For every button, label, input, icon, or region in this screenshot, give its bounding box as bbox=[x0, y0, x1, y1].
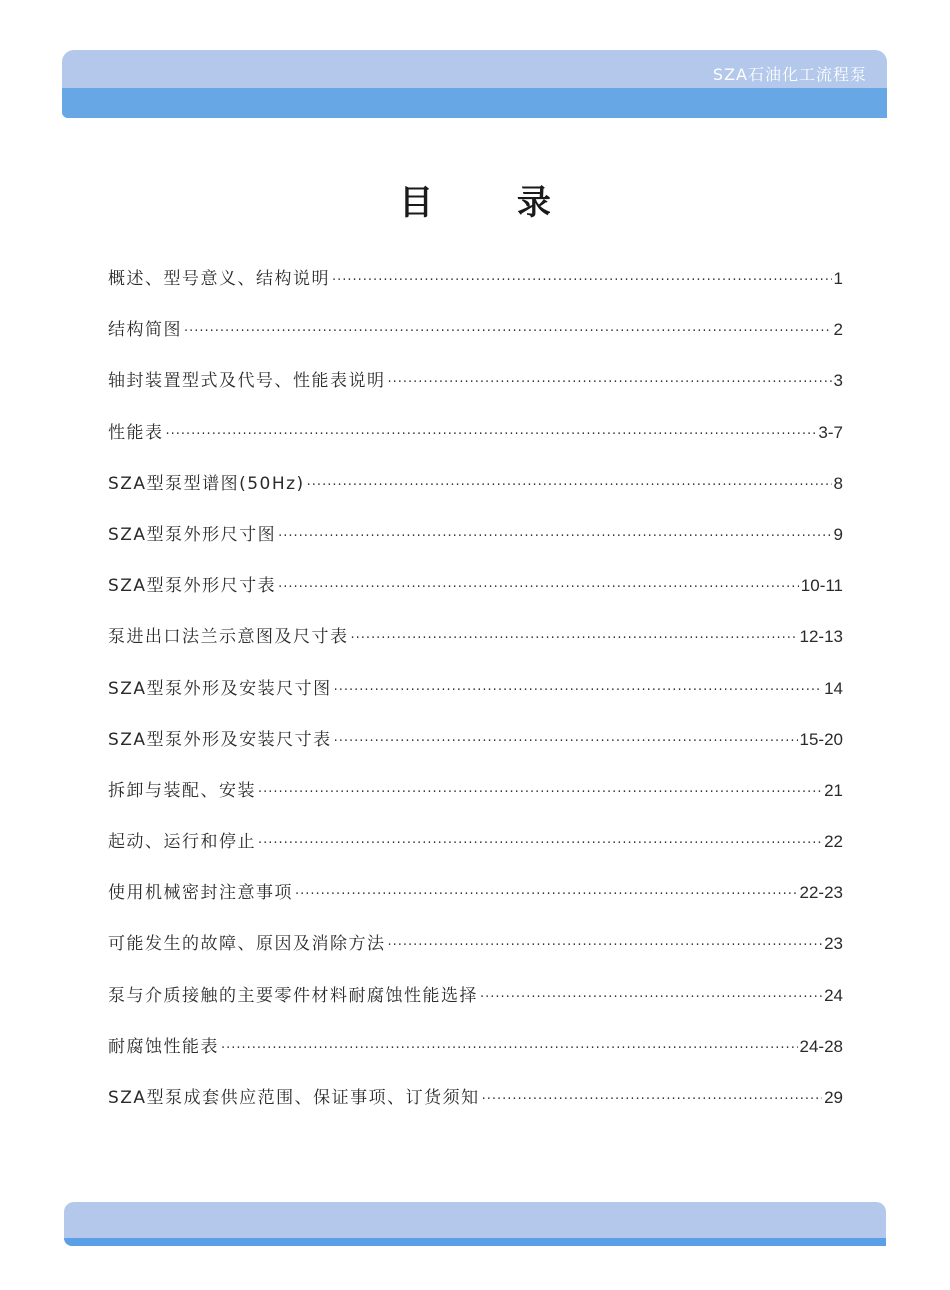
table-of-contents bbox=[108, 264, 843, 1134]
toc-entry[interactable] bbox=[108, 981, 843, 1032]
footer-band-lower-stripe bbox=[64, 1238, 886, 1246]
toc-dot-leader bbox=[278, 522, 831, 552]
toc-entry[interactable] bbox=[108, 674, 843, 725]
toc-entry[interactable] bbox=[108, 622, 843, 673]
toc-entry[interactable] bbox=[108, 1083, 843, 1134]
toc-entry[interactable] bbox=[108, 366, 843, 417]
toc-entry[interactable] bbox=[108, 878, 843, 929]
toc-dot-leader bbox=[334, 727, 798, 757]
toc-entry-label: 泵与介质接触的主要零件材料耐腐蚀性能选择 bbox=[108, 985, 478, 1006]
header-band bbox=[62, 50, 887, 118]
toc-entry[interactable] bbox=[108, 264, 843, 315]
toc-dot-leader bbox=[184, 317, 832, 347]
toc-entry-label: 使用机械密封注意事项 bbox=[108, 883, 293, 904]
toc-entry-label: 耐腐蚀性能表 bbox=[108, 1036, 219, 1057]
toc-entry-page-number: 8 bbox=[833, 473, 843, 493]
toc-entry-page-number: 15-20 bbox=[799, 729, 843, 749]
toc-entry-label: 概述、型号意义、结构说明 bbox=[108, 269, 330, 289]
toc-entry-label: SZA型泵外形尺寸表 bbox=[108, 576, 277, 597]
toc-entry[interactable] bbox=[108, 418, 843, 469]
toc-entry-label: SZA型泵外形及安装尺寸图 bbox=[108, 678, 332, 699]
toc-dot-leader bbox=[351, 624, 798, 654]
toc-entry-page-number: 24 bbox=[824, 985, 843, 1005]
toc-entry-page-number: 3 bbox=[833, 371, 843, 391]
toc-dot-leader bbox=[480, 983, 822, 1013]
toc-entry[interactable] bbox=[108, 827, 843, 878]
toc-entry-page-number: 9 bbox=[833, 524, 843, 544]
toc-dot-leader bbox=[295, 880, 798, 910]
toc-dot-leader bbox=[334, 676, 823, 706]
toc-entry[interactable] bbox=[108, 520, 843, 571]
toc-entry-label: 性能表 bbox=[108, 422, 164, 443]
toc-entry-page-number: 22-23 bbox=[799, 883, 843, 903]
page-title: 目 录 bbox=[399, 183, 587, 223]
toc-entry-label: SZA型泵外形及安装尺寸表 bbox=[108, 729, 332, 750]
toc-dot-leader bbox=[388, 368, 832, 398]
toc-entry-label: 结构简图 bbox=[108, 320, 182, 341]
header-band-lower-stripe bbox=[62, 88, 887, 118]
toc-entry-page-number: 14 bbox=[824, 678, 843, 698]
toc-entry-label: 轴封装置型式及代号、性能表说明 bbox=[108, 371, 386, 392]
toc-entry-page-number: 3-7 bbox=[818, 422, 843, 442]
toc-entry-label: 可能发生的故障、原因及消除方法 bbox=[108, 934, 386, 955]
toc-entry-label: SZA型泵外形尺寸图 bbox=[108, 524, 277, 545]
toc-dot-leader bbox=[166, 420, 817, 450]
toc-entry-label: 泵进出口法兰示意图及尺寸表 bbox=[108, 627, 349, 648]
toc-entry-label: 拆卸与装配、安装 bbox=[108, 780, 256, 801]
toc-entry-page-number: 22 bbox=[824, 832, 843, 852]
toc-dot-leader bbox=[278, 573, 799, 603]
toc-entry[interactable] bbox=[108, 571, 843, 622]
toc-entry[interactable] bbox=[108, 1032, 843, 1083]
toc-entry-page-number: 2 bbox=[833, 320, 843, 340]
toc-entry-page-number: 10-11 bbox=[800, 576, 843, 596]
toc-dot-leader bbox=[332, 266, 832, 296]
toc-dot-leader bbox=[221, 1034, 798, 1064]
toc-entry-page-number: 21 bbox=[824, 780, 843, 800]
toc-entry-page-number: 12-13 bbox=[799, 627, 843, 647]
toc-dot-leader bbox=[258, 829, 822, 859]
toc-entry-label: SZA型泵型谱图(50Hz) bbox=[108, 473, 305, 494]
toc-entry[interactable] bbox=[108, 776, 843, 827]
toc-dot-leader bbox=[388, 931, 823, 961]
toc-entry-page-number: 1 bbox=[833, 269, 843, 288]
footer-band bbox=[64, 1202, 886, 1246]
toc-entry[interactable] bbox=[108, 725, 843, 776]
toc-entry[interactable] bbox=[108, 315, 843, 366]
toc-dot-leader bbox=[258, 778, 822, 808]
header-title: SZA石油化工流程泵 bbox=[712, 65, 867, 84]
toc-entry-page-number: 23 bbox=[824, 934, 843, 954]
toc-entry[interactable] bbox=[108, 929, 843, 980]
toc-entry-page-number: 29 bbox=[824, 1088, 843, 1107]
toc-entry-page-number: 24-28 bbox=[799, 1036, 843, 1056]
toc-entry-label: 起动、运行和停止 bbox=[108, 832, 256, 853]
toc-dot-leader bbox=[482, 1085, 823, 1115]
toc-entry-label: SZA型泵成套供应范围、保证事项、订货须知 bbox=[108, 1088, 480, 1108]
toc-dot-leader bbox=[307, 471, 832, 501]
toc-entry[interactable] bbox=[108, 469, 843, 520]
